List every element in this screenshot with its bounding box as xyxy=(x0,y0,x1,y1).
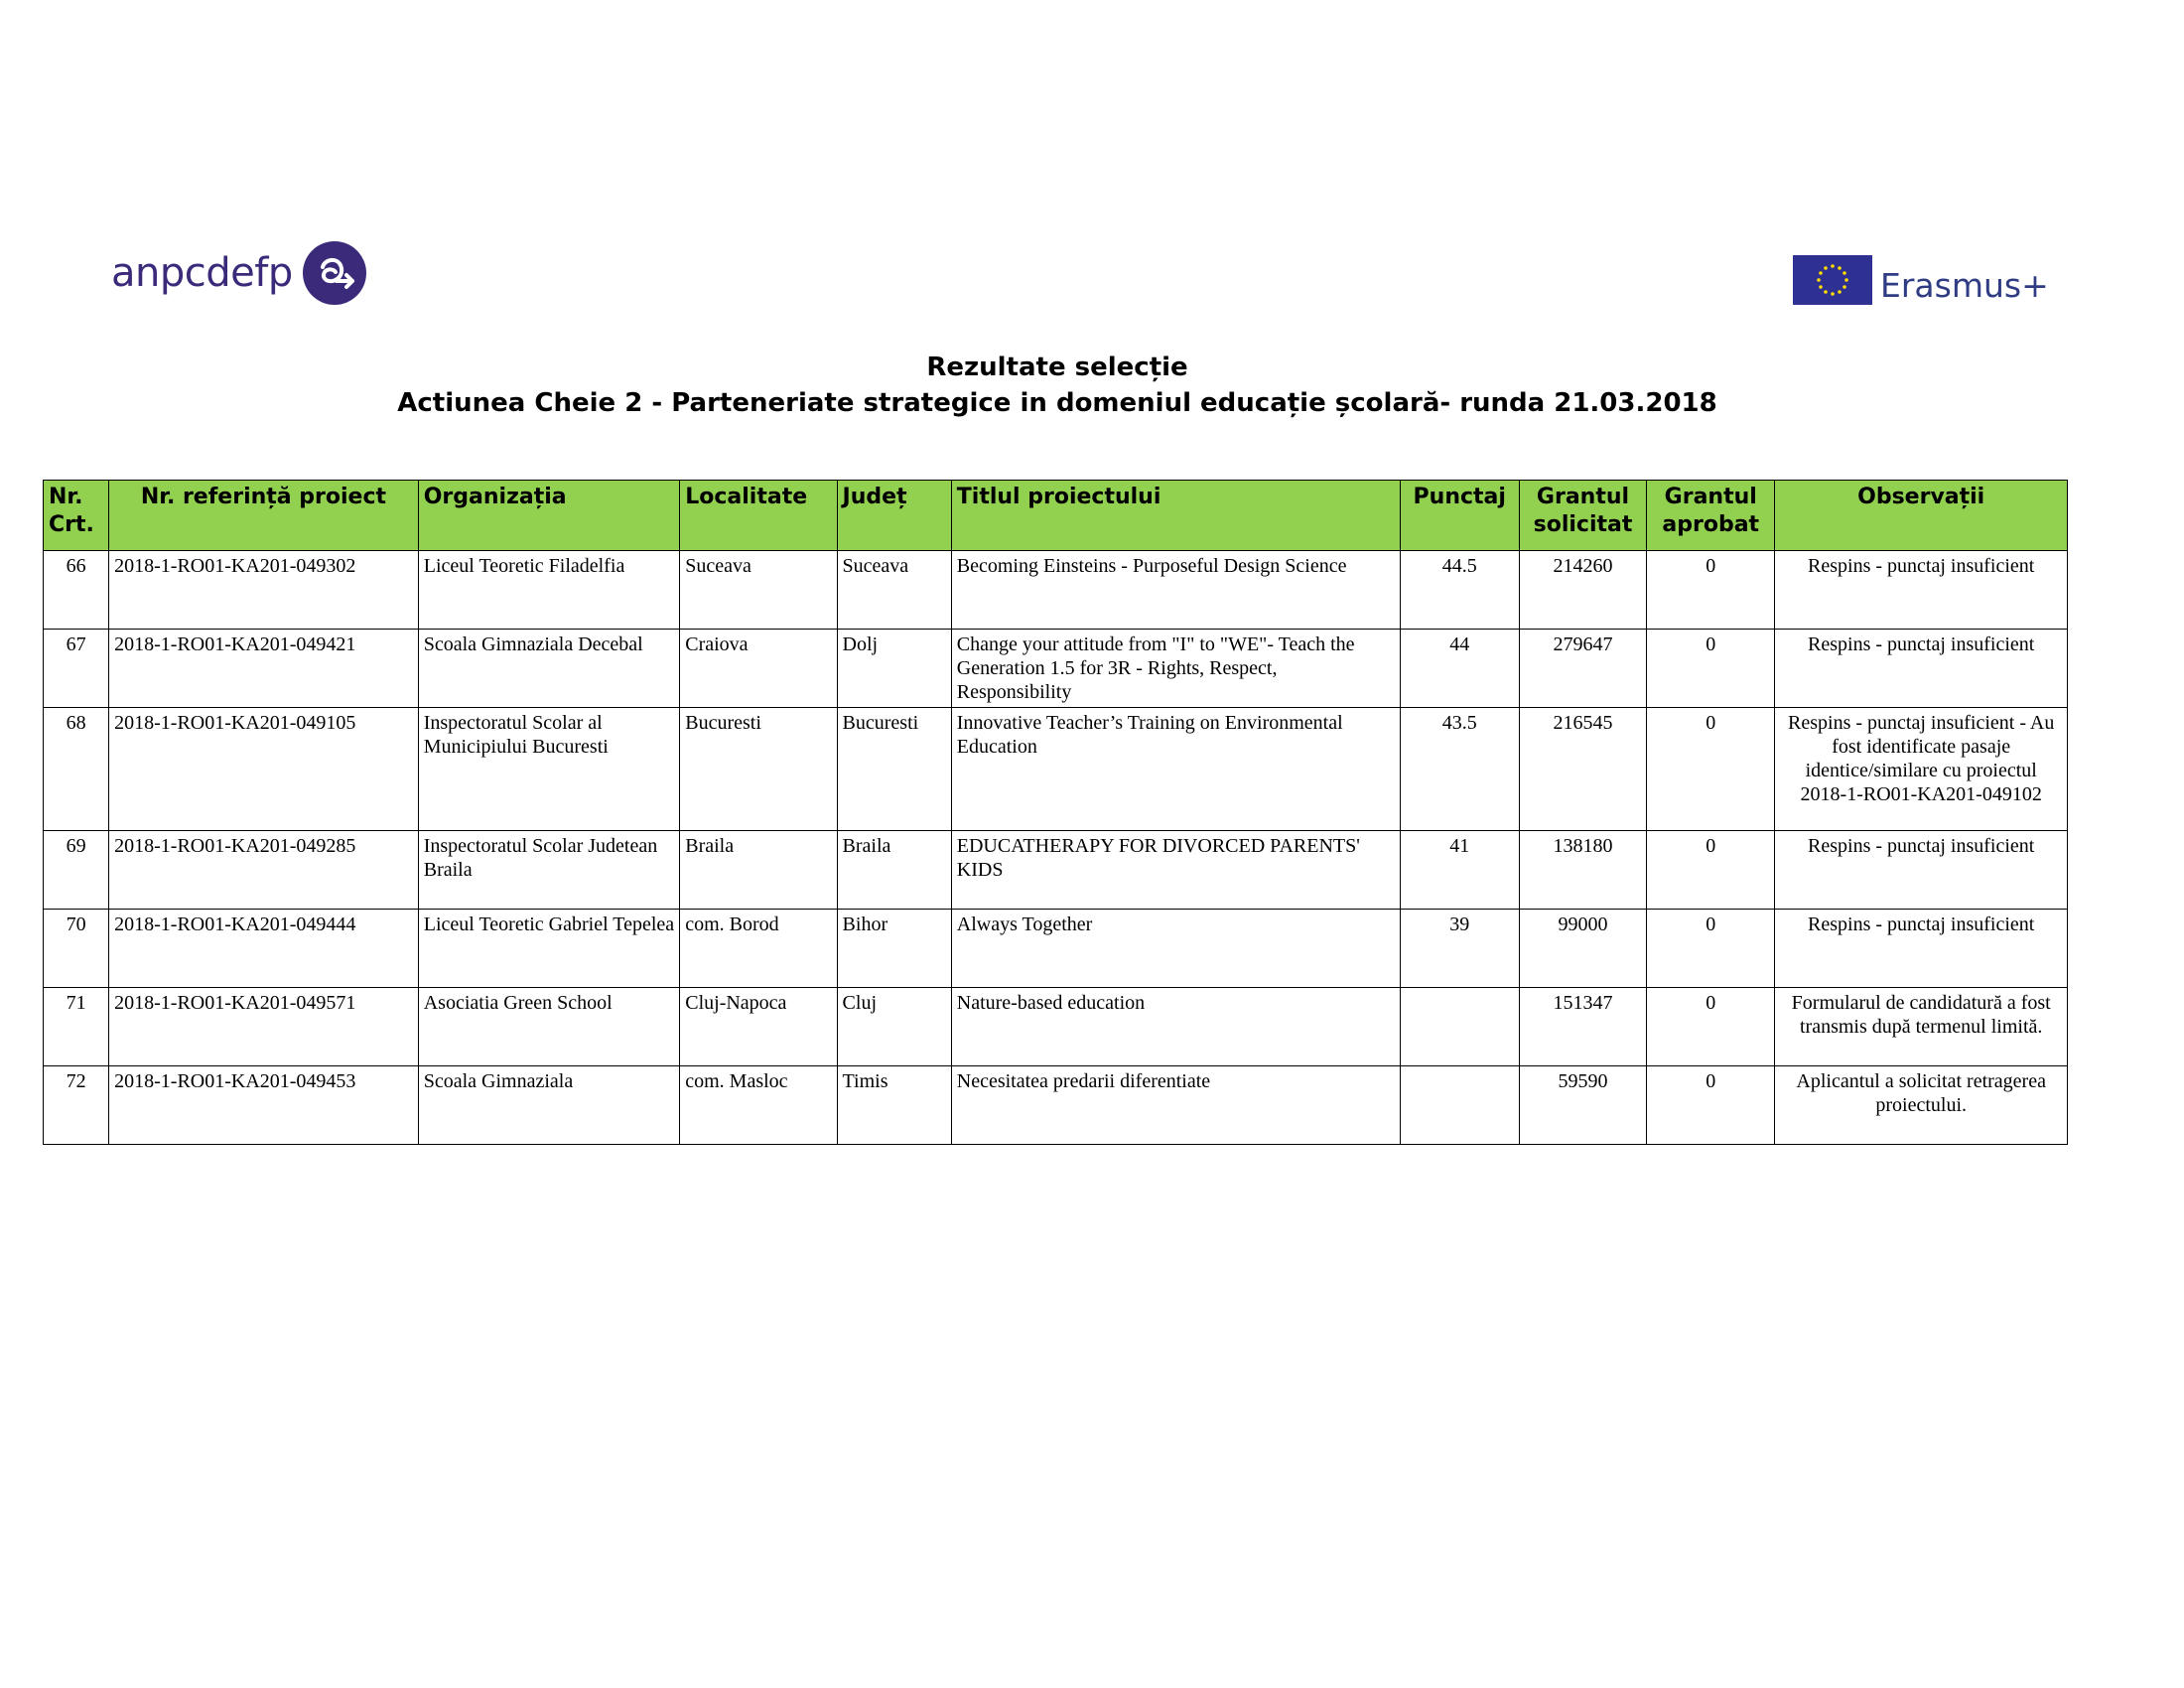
cell-judet: Bucuresti xyxy=(837,708,951,831)
cell-judet: Cluj xyxy=(837,988,951,1066)
header-punctaj: Punctaj xyxy=(1400,481,1519,551)
cell-ref: 2018-1-RO01-KA201-049421 xyxy=(109,630,419,708)
header-nr-crt: Nr. Crt. xyxy=(44,481,109,551)
eu-flag-icon xyxy=(1793,255,1872,305)
cell-titlu: Always Together xyxy=(951,910,1400,988)
table-row xyxy=(44,831,2068,910)
cell-solicitat: 214260 xyxy=(1519,551,1646,630)
cell-nr: 68 xyxy=(44,708,109,831)
cell-punctaj xyxy=(1400,988,1519,1066)
cell-ref: 2018-1-RO01-KA201-049444 xyxy=(109,910,419,988)
cell-judet: Bihor xyxy=(837,910,951,988)
cell-org: Scoala Gimnaziala xyxy=(418,1066,680,1145)
cell-aprobat: 0 xyxy=(1647,988,1775,1066)
anpcdefp-logo xyxy=(111,241,366,305)
table-row xyxy=(44,910,2068,988)
header-grantul-aprobat: Grantul aprobat xyxy=(1647,481,1775,551)
header-organizatia: Organizația xyxy=(418,481,680,551)
cell-aprobat: 0 xyxy=(1647,910,1775,988)
cell-nr: 71 xyxy=(44,988,109,1066)
results-table xyxy=(43,480,2068,1145)
cell-titlu: Necesitatea predarii diferentiate xyxy=(951,1066,1400,1145)
cell-obs: Respins - punctaj insuficient xyxy=(1775,910,2068,988)
cell-titlu: Innovative Teacher’s Training on Environmental Education xyxy=(951,708,1400,831)
cell-punctaj: 44.5 xyxy=(1400,551,1519,630)
cell-solicitat: 138180 xyxy=(1519,831,1646,910)
cell-obs: Respins - punctaj insuficient - Au fost identificate pasaje identice/similare cu proiectul 2018-1-RO01-KA201-049102 xyxy=(1775,708,2068,831)
cell-nr: 66 xyxy=(44,551,109,630)
cell-solicitat: 59590 xyxy=(1519,1066,1646,1145)
cell-obs: Aplicantul a solicitat retragerea proiectului. xyxy=(1775,1066,2068,1145)
cell-loc: Braila xyxy=(680,831,837,910)
table-row xyxy=(44,551,2068,630)
cell-solicitat: 99000 xyxy=(1519,910,1646,988)
header-observatii: Observații xyxy=(1775,481,2068,551)
title-line-2: Actiunea Cheie 2 - Parteneriate strategice in domeniul educație școlară- runda 21.03.2018 xyxy=(397,388,1717,418)
header-judet: Județ xyxy=(837,481,951,551)
cell-titlu: EDUCATHERAPY FOR DIVORCED PARENTS' KIDS xyxy=(951,831,1400,910)
title-line-1: Rezultate selecție xyxy=(926,352,1188,382)
cell-punctaj: 44 xyxy=(1400,630,1519,708)
cell-aprobat: 0 xyxy=(1647,551,1775,630)
cell-solicitat: 216545 xyxy=(1519,708,1646,831)
cell-ref: 2018-1-RO01-KA201-049105 xyxy=(109,708,419,831)
cell-ref: 2018-1-RO01-KA201-049453 xyxy=(109,1066,419,1145)
table-row xyxy=(44,630,2068,708)
cell-loc: Bucuresti xyxy=(680,708,837,831)
cell-punctaj: 43.5 xyxy=(1400,708,1519,831)
cell-obs: Respins - punctaj insuficient xyxy=(1775,551,2068,630)
erasmus-plus-logo xyxy=(1793,254,2049,305)
header-localitate: Localitate xyxy=(680,481,837,551)
cell-org: Asociatia Green School xyxy=(418,988,680,1066)
erasmus-plus-wordmark: Erasmus+ xyxy=(1880,266,2049,305)
cell-aprobat: 0 xyxy=(1647,708,1775,831)
cell-aprobat: 0 xyxy=(1647,831,1775,910)
cell-judet: Braila xyxy=(837,831,951,910)
cell-loc: Craiova xyxy=(680,630,837,708)
cell-punctaj: 41 xyxy=(1400,831,1519,910)
cell-aprobat: 0 xyxy=(1647,1066,1775,1145)
cell-obs: Respins - punctaj insuficient xyxy=(1775,831,2068,910)
header-titlul: Titlul proiectului xyxy=(951,481,1400,551)
cell-org: Scoala Gimnaziala Decebal xyxy=(418,630,680,708)
cell-loc: Cluj-Napoca xyxy=(680,988,837,1066)
cell-obs: Formularul de candidatură a fost transmis după termenul limită. xyxy=(1775,988,2068,1066)
cell-punctaj xyxy=(1400,1066,1519,1145)
cell-obs: Respins - punctaj insuficient xyxy=(1775,630,2068,708)
cell-solicitat: 151347 xyxy=(1519,988,1646,1066)
cell-judet: Dolj xyxy=(837,630,951,708)
cell-judet: Suceava xyxy=(837,551,951,630)
cell-aprobat: 0 xyxy=(1647,630,1775,708)
cell-loc: com. Masloc xyxy=(680,1066,837,1145)
cell-punctaj: 39 xyxy=(1400,910,1519,988)
document-title xyxy=(0,350,2115,421)
cell-loc: Suceava xyxy=(680,551,837,630)
table-row xyxy=(44,708,2068,831)
cell-ref: 2018-1-RO01-KA201-049571 xyxy=(109,988,419,1066)
cell-ref: 2018-1-RO01-KA201-049302 xyxy=(109,551,419,630)
anpcdefp-mark-icon xyxy=(303,241,366,305)
cell-org: Inspectoratul Scolar Judetean Braila xyxy=(418,831,680,910)
cell-nr: 69 xyxy=(44,831,109,910)
cell-judet: Timis xyxy=(837,1066,951,1145)
cell-nr: 72 xyxy=(44,1066,109,1145)
cell-solicitat: 279647 xyxy=(1519,630,1646,708)
cell-loc: com. Borod xyxy=(680,910,837,988)
table-row xyxy=(44,1066,2068,1145)
cell-org: Liceul Teoretic Gabriel Tepelea xyxy=(418,910,680,988)
table-row xyxy=(44,988,2068,1066)
cell-titlu: Change your attitude from "I" to "WE"- Teach the Generation 1.5 for 3R - Rights, Respect, Responsibility xyxy=(951,630,1400,708)
cell-org: Liceul Teoretic Filadelfia xyxy=(418,551,680,630)
cell-ref: 2018-1-RO01-KA201-049285 xyxy=(109,831,419,910)
cell-org: Inspectoratul Scolar al Municipiului Bucuresti xyxy=(418,708,680,831)
header-nr-referinta: Nr. referință proiect xyxy=(109,481,419,551)
anpcdefp-wordmark: anpcdefp xyxy=(111,250,293,296)
table-header-row xyxy=(44,481,2068,551)
cell-titlu: Becoming Einsteins - Purposeful Design Science xyxy=(951,551,1400,630)
cell-nr: 70 xyxy=(44,910,109,988)
cell-nr: 67 xyxy=(44,630,109,708)
cell-titlu: Nature-based education xyxy=(951,988,1400,1066)
header-grantul-solicitat: Grantul solicitat xyxy=(1519,481,1646,551)
